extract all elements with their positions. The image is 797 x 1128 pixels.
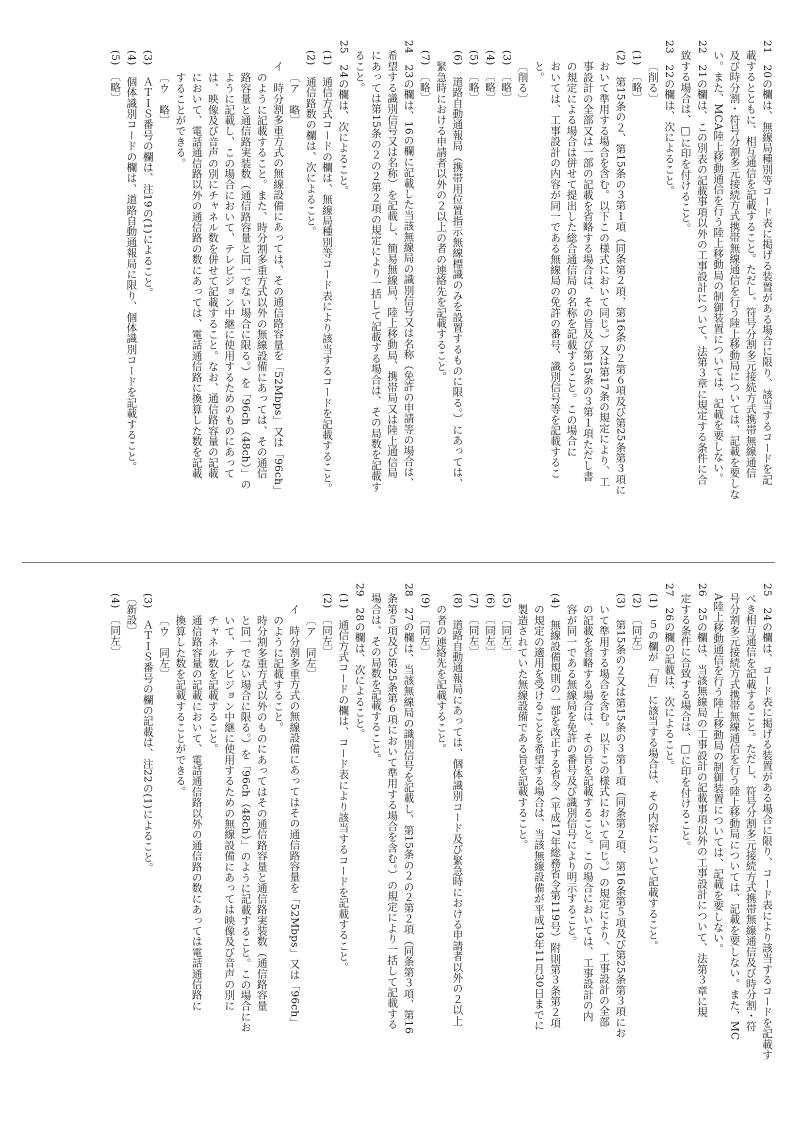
- text-line: (7) 〔同左〕: [467, 593, 480, 657]
- text-line: A陸上移動通信を行う陸上移動局の制御装置については、記載を要しない。: [712, 593, 725, 954]
- text-line: い。また、MCA陸上移動通信を行う陸上移動局の制御装置については、記載を要しない。: [712, 50, 725, 484]
- text-line: することができる。: [174, 72, 187, 169]
- text-line: (1) ５の欄が「有」に該当する場合は、その内容について記載すること。: [646, 593, 659, 951]
- text-line: 〔ウ 同左〕: [158, 615, 171, 680]
- text-line: 希望する識別信号又は名称）を記載し、簡易無線局、陸上移動局、携帯局又は陸上通信局: [386, 50, 399, 478]
- text-line: 〔新設〕: [125, 593, 138, 636]
- text-line: ように記載し、この場合において、テレビジョン中継に使用するためのものにあって: [223, 72, 236, 479]
- text-line: 路容量と通信路実装数（通信路容量と同一でない場合に限る。）を「96ch（48ch）」の: [239, 72, 252, 490]
- text-line: 〔ア 同左〕: [304, 615, 317, 680]
- text-line: (3) ＡＴＩＳ番号の欄は、注19の(1)によること。: [141, 50, 154, 299]
- text-line: の規定の適用を受けることを希望する場合は、当該無線設備が平成19年11月30日までに: [532, 604, 545, 1031]
- revised-text-body: [107, 40, 775, 540]
- text-line: 23 22の欄は、次によること。: [663, 40, 676, 196]
- text-line: (5) 〔同左〕: [500, 593, 513, 657]
- text-line: にあっては第15条の２の２第２項の規定により一括して記載する場合は、その局数を記載す: [369, 50, 382, 492]
- text-line: いて準用する場合を含む。以下この様式において同じ。）の規定により、工事設計の全部: [598, 604, 611, 1027]
- text-line: のように記載すること。また、時分割多重方式以外の無線設備にあっては、その通信: [255, 72, 268, 479]
- text-line: 〔削る〕: [646, 61, 659, 104]
- text-line: 24 23の欄は、16の欄に記載した当該無線局の識別信号又は名称（免許の申請等の場合は、: [402, 40, 415, 488]
- text-line: 容が同一である無線局を免許の番号及び識別信号により明示すること。: [565, 604, 578, 947]
- text-line: の者の連絡先を記載すること。: [435, 604, 448, 754]
- text-line: イ 時分割多重方式の無線設備にあってはその通信路容量を「52Mbps」又は「96ch」: [288, 604, 301, 1029]
- text-line: (9) 〔同左〕: [418, 593, 431, 657]
- column-divider: [22, 562, 775, 563]
- text-line: 致する場合は、□に印を付けること。: [679, 50, 692, 234]
- text-line: の規定による場合は併せて提出した総合通信局の名称を記載すること。この場合に: [565, 61, 578, 457]
- text-line: 定する条件に合致する場合は、□に印を付けること。: [679, 593, 692, 852]
- text-line: (8) 道路自動通報局にあっては、個体識別コード及び緊急時における申請者以外の２以上: [451, 593, 464, 1026]
- revised-text-column: [22, 40, 775, 540]
- text-line: (3) 〔略〕: [500, 50, 513, 104]
- text-line: (5) 〔略〕: [109, 50, 122, 104]
- text-line: (2) 第15条の２、第15条の３第１項（同条第２項、第16条の２第６項及び第25条第３項に: [614, 50, 627, 496]
- text-line: 27 26の欄の記載は、次によること。: [663, 583, 676, 772]
- text-line: 条第５項及び第25条第６項において準用する場合を含む。）の規定により一括して記載する: [386, 593, 399, 1030]
- text-line: 緊急時における申請者以外の２以上の者の連絡先を記載すること。: [435, 61, 448, 382]
- text-line: と同一でない場合に限る。）を「96ch（48ch）」のように記載すること。この場合にお: [239, 615, 252, 1033]
- text-line: 21 20の欄は、無線局種別等コード表に掲げる装置がある場合に限り、該当するコードを記: [761, 40, 773, 485]
- text-line: 製造されていた無線設備である旨を記載すること。: [516, 604, 529, 851]
- text-line: (3) 第15条の２又は第15条の３第１項（同条第２項、第16条第５項及び第25条第３項にお: [614, 593, 627, 1039]
- text-line: 時分割多重方式以外のものにあってはその通信路容量と通信路実装数（通信路容量: [255, 615, 268, 1011]
- text-line: (1) 通信方式コードの欄は、無線局種別等コード表により該当するコードを記載すること。: [320, 50, 333, 494]
- text-line: 及び時分割・符号分割多元接続方式携帯無線通信を行う陸上移動局については、記載を要しな: [728, 50, 741, 500]
- text-line: 通信路容量の記載において、電話通信路以外の通信路の数にあっては電話通信路に: [190, 615, 203, 1011]
- text-line: (4) 無線設備規則の一部を改正する省令（平成17年総務省令第119号）附則第３条第２項: [549, 593, 562, 1029]
- text-line: イ 時分割多重方式の無線設備にあっては、その通信路容量を「52Mbps」又は「96ch」: [272, 61, 285, 496]
- text-line: のように記載すること。: [272, 615, 285, 733]
- text-line: おいては、工事設計の内容が同一である無線局の免許の番号、識別信号等を記載するこ: [549, 61, 562, 479]
- text-line: 22 21の欄は、この別表の記載事項以外の工事設計について、法第３章に規定する条件に合: [695, 40, 708, 485]
- text-line: (2) 〔同左〕: [320, 593, 333, 657]
- text-line: (4) 〔略〕: [483, 50, 496, 104]
- text-line: (1) 〔略〕: [630, 50, 643, 104]
- text-line: 25 24の欄は、コード表に掲げる装置がある場合に限り、コード表により該当するコードを記載す: [761, 583, 773, 1060]
- text-line: ること。: [353, 50, 366, 93]
- text-line: (6) 〔同左〕: [483, 593, 496, 657]
- text-line: (4) 〔同左〕: [109, 593, 122, 657]
- text-line: チャネル数を記載すること。: [206, 615, 219, 755]
- text-line: 事設計の全部又は一部の記載を省略する場合は、その旨及び第15条の３第１項ただし書: [581, 61, 594, 482]
- text-line: 28 27の欄は、当該無線局の識別信号を記載し、第15条の２の２第２項（同条第３項、第16: [402, 583, 415, 1034]
- text-line: 換算した数を記載することができる。: [174, 615, 187, 797]
- text-line: 〔ウ 略〕: [158, 72, 171, 126]
- text-line: と。: [532, 61, 545, 83]
- text-line: 〔削る〕: [516, 61, 529, 104]
- text-line: べき相互通信を記載すること。ただし、符号分割多元接続方式携帯無線通信及び時分割・符: [744, 593, 757, 1032]
- text-line: において、電話通信路以外の通信路の数にあっては、電話通信路に換算した数を記載: [190, 72, 203, 479]
- text-line: (2) 〔同左〕: [630, 593, 643, 657]
- text-line: (4) 個体識別コードの欄は、道路自動通報局に限り、個体識別コードを記載すること。: [125, 50, 138, 473]
- text-line: 29 28の欄は、次によること。: [353, 583, 366, 739]
- text-line: 26 25の欄は、当該無線局の工事設計の記載事項以外の工事設計について、法第３章に規: [695, 583, 708, 1018]
- text-line: 〔ア 略〕: [288, 72, 301, 126]
- text-line: (1) 通信方式コードの欄は、コード表により該当するコードを記載すること。: [337, 593, 350, 973]
- text-line: (5) 〔略〕: [467, 50, 480, 104]
- text-line: (6) 道路自動通報局（携帯用位置指示無線標識のみを設置するものに限る。）にあっては、: [451, 50, 464, 489]
- text-line: 載するとともに、相互通信を記載すること。ただし、符号分割多元接続方式携帯無線通信: [744, 50, 757, 478]
- current-text-column: [22, 583, 775, 1083]
- text-line: 場合は、その局数を記載すること。: [369, 593, 382, 765]
- text-line: 25 24の欄は、次によること。: [337, 40, 350, 196]
- text-line: (3) ＡＴＩＳ番号の欄の記載は、注22の(1)によること。: [141, 593, 154, 874]
- text-line: (7) 〔略〕: [418, 50, 431, 104]
- text-line: いて、テレビジョン中継に使用するための無線設備にあっては映像及び音声の別に: [223, 615, 236, 1011]
- text-line: (2) 通信路数の欄は、次によること。: [304, 50, 317, 237]
- text-line: おいて準用する場合を含む。以下この様式において同じ。）又は第17条の規定により、工: [598, 61, 611, 487]
- current-text-body: [107, 583, 775, 1083]
- text-line: は、映像及び音声の別にチャネル数を併せて記載すること。なお、通信路容量の記載: [206, 72, 219, 479]
- text-line: 号分割多元接続方式携帯無線通信を行う陸上移動局については、記載を要しない。また、MC: [728, 593, 741, 1041]
- text-line: の記載を省略する場合は、その旨を記載すること。この場合においては、工事設計の内: [581, 604, 594, 1022]
